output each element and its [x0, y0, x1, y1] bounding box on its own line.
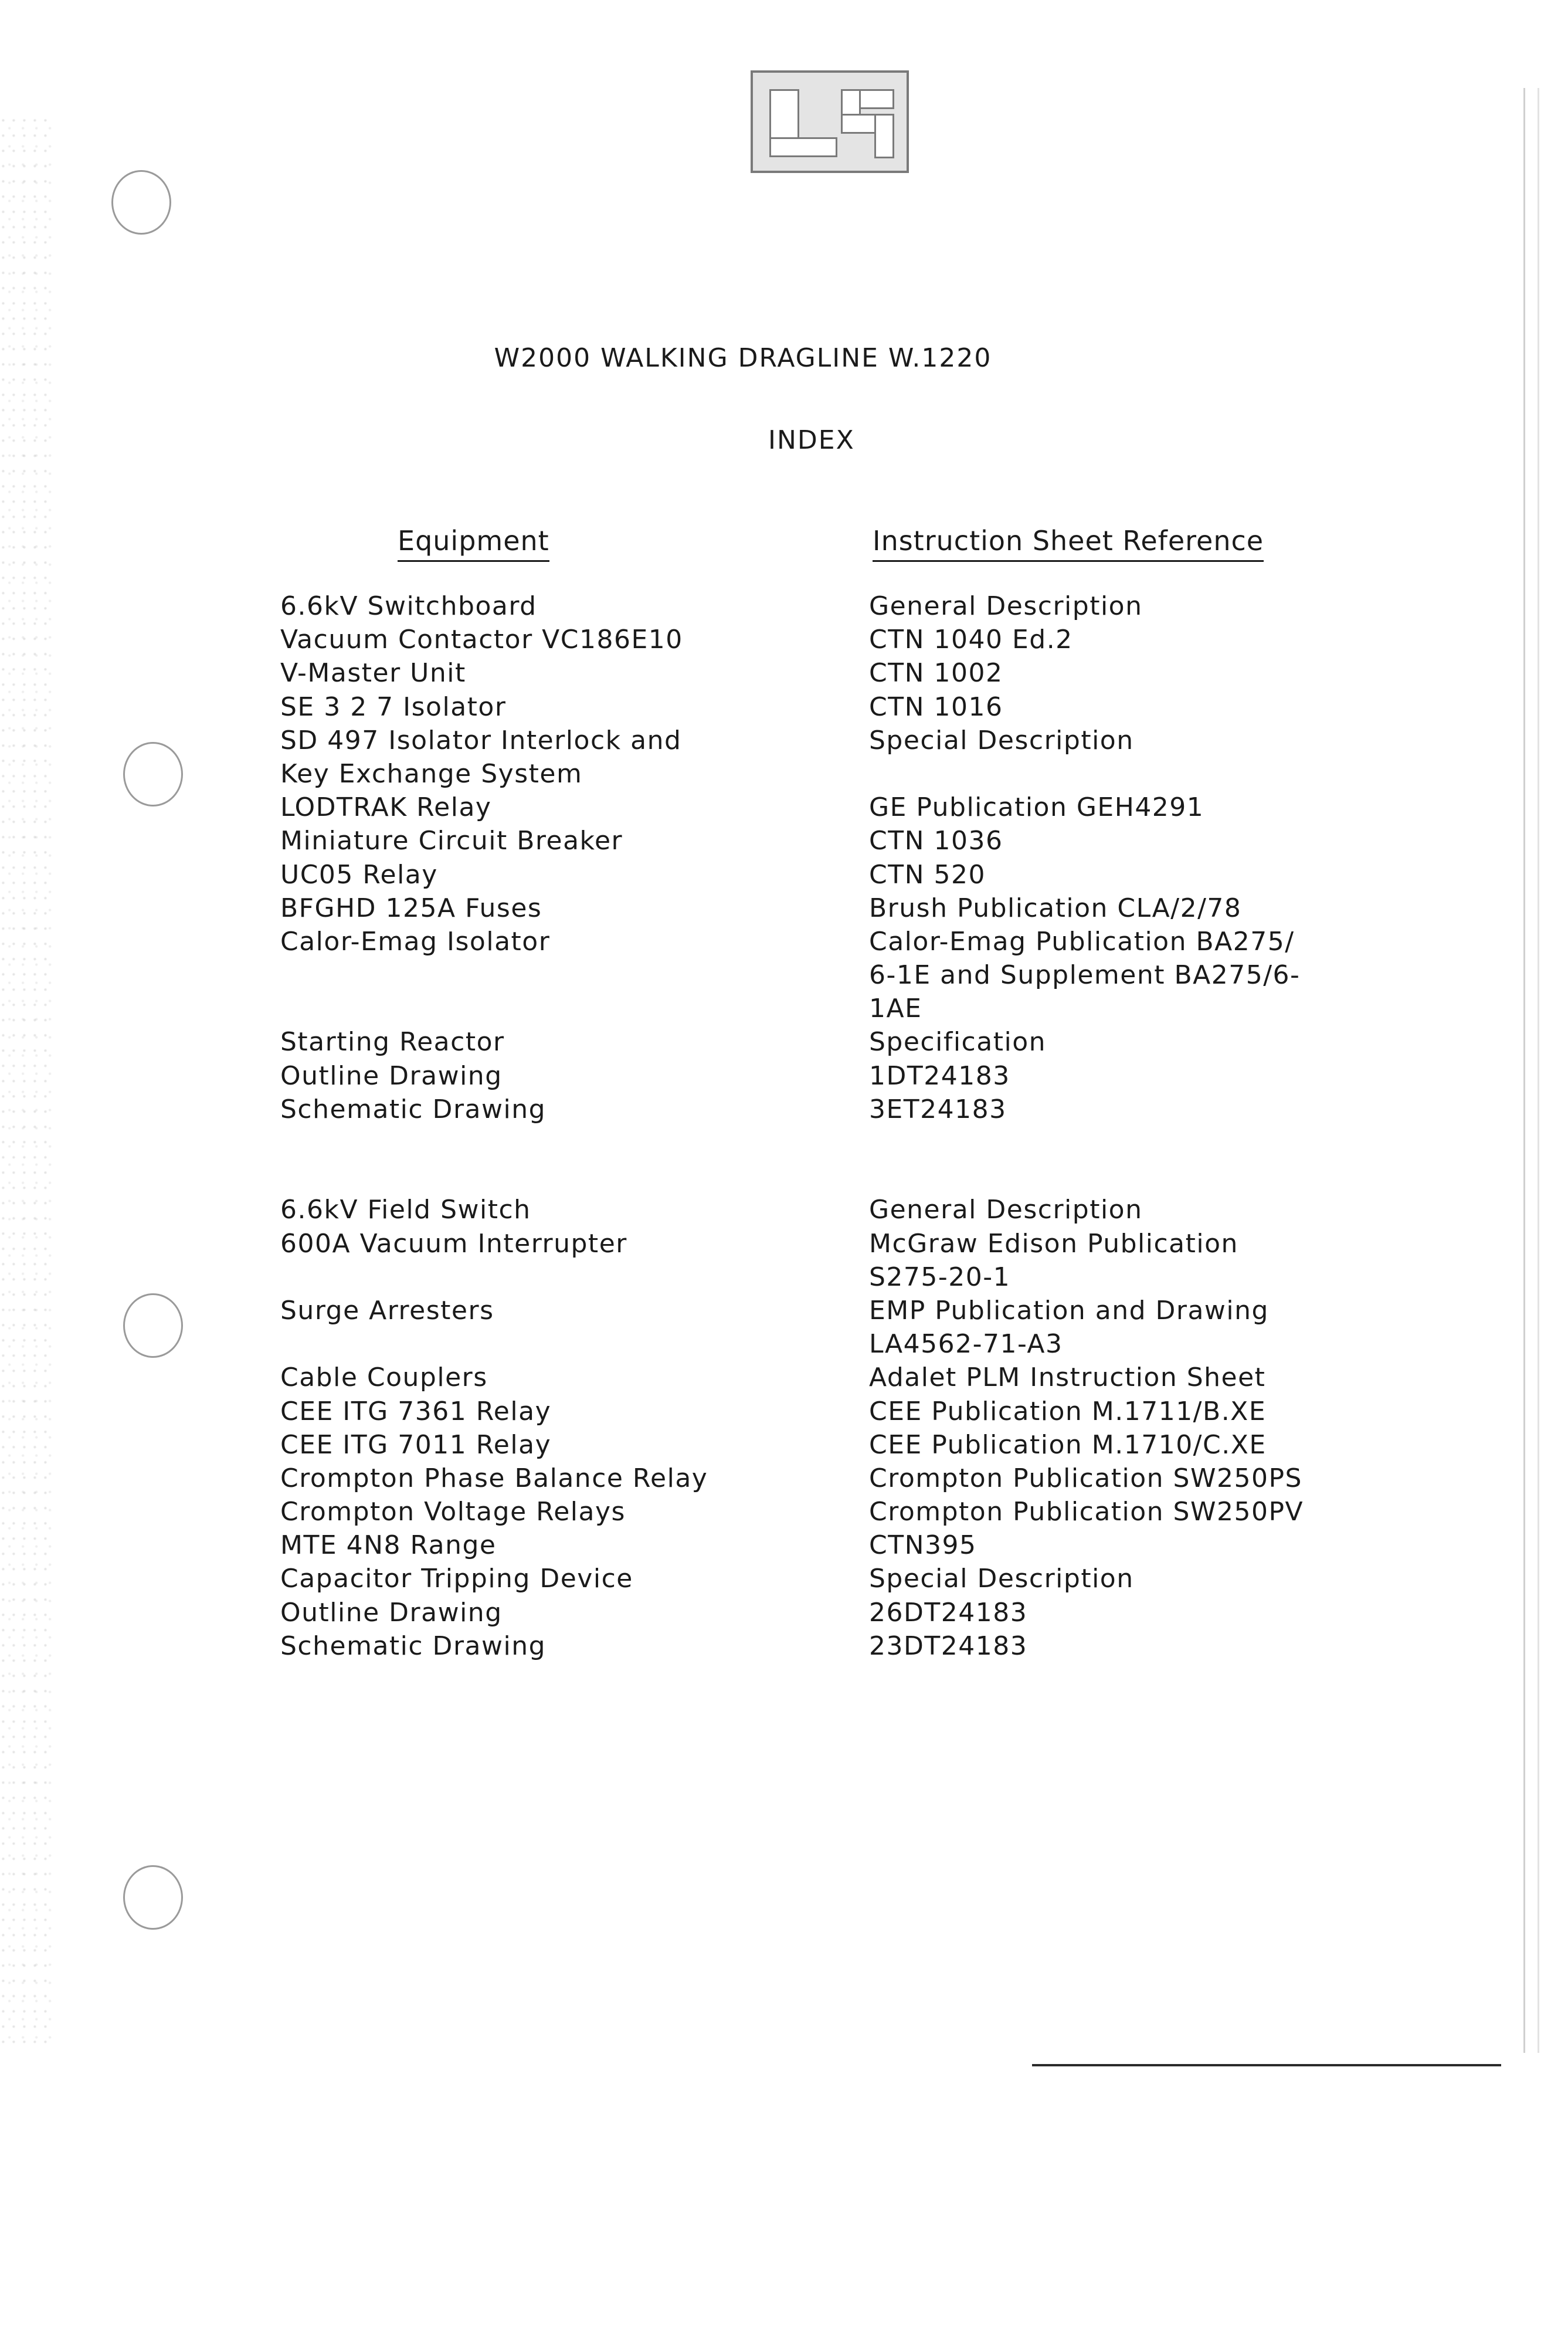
- equipment-item: Crompton Phase Balance Relay: [280, 1463, 708, 1493]
- equipment-item: [280, 1160, 708, 1193]
- scan-edge-speckle: [0, 117, 53, 2053]
- reference-column-heading: Instruction Sheet Reference: [873, 525, 1264, 562]
- reference-item: General Description: [869, 1195, 1143, 1225]
- binder-hole-2: [123, 742, 183, 806]
- equipment-item: Capacitor Tripping Device: [280, 1564, 633, 1594]
- reference-item: CTN 1036: [869, 826, 1003, 856]
- reference-item: Specification: [869, 1027, 1046, 1058]
- reference-item: 1DT24183: [869, 1060, 1010, 1091]
- equipment-item: Schematic Drawing: [280, 1094, 547, 1124]
- company-logo: [751, 70, 909, 173]
- binder-hole-1: [111, 170, 171, 235]
- equipment-item: Starting Reactor: [280, 1027, 505, 1058]
- equipment-item: 600A Vacuum Interrupter: [280, 1228, 627, 1259]
- equipment-item: [280, 992, 708, 1025]
- equipment-item: Calor-Emag Isolator: [280, 926, 551, 957]
- reference-item: [869, 1160, 1304, 1193]
- equipment-item: CEE ITG 7361 Relay: [280, 1396, 552, 1426]
- equipment-item: MTE 4N8 Range: [280, 1530, 497, 1561]
- footer-rule: [1032, 2064, 1501, 2066]
- binder-hole-3: [123, 1293, 183, 1358]
- reference-item: GE Publication GEH4291: [869, 792, 1204, 823]
- reference-item: Crompton Publication SW250PS: [869, 1463, 1302, 1493]
- reference-item: 23DT24183: [869, 1631, 1028, 1661]
- equipment-item: [280, 1260, 708, 1294]
- reference-item: 6-1E and Supplement BA275/6-: [869, 960, 1301, 991]
- scan-edge-line: [1538, 88, 1539, 2053]
- reference-item: CTN 1002: [869, 658, 1003, 689]
- equipment-item: BFGHD 125A Fuses: [280, 893, 542, 923]
- equipment-item: Miniature Circuit Breaker: [280, 826, 623, 856]
- equipment-item: [280, 1327, 708, 1361]
- equipment-item: 6.6kV Switchboard: [280, 591, 537, 621]
- equipment-item: Cable Couplers: [280, 1363, 488, 1393]
- reference-item: LA4562-71-A3: [869, 1329, 1063, 1360]
- reference-item: Special Description: [869, 725, 1134, 755]
- reference-item: S275-20-1: [869, 1262, 1011, 1292]
- reference-item: General Description: [869, 591, 1143, 621]
- reference-item: 26DT24183: [869, 1597, 1028, 1628]
- index-heading: INDEX: [768, 425, 855, 455]
- equipment-item: [280, 958, 708, 992]
- reference-item: EMP Publication and Drawing: [869, 1295, 1269, 1326]
- equipment-item: SD 497 Isolator Interlock and: [280, 725, 682, 755]
- equipment-item: [280, 1126, 708, 1160]
- equipment-item: Key Exchange System: [280, 758, 583, 789]
- equipment-item: Outline Drawing: [280, 1060, 503, 1091]
- equipment-column-heading: Equipment: [398, 525, 549, 562]
- reference-item: 1AE: [869, 994, 922, 1024]
- reference-item: Brush Publication CLA/2/78: [869, 893, 1242, 923]
- reference-item: CTN 1040 Ed.2: [869, 625, 1073, 655]
- reference-item: McGraw Edison Publication: [869, 1228, 1238, 1259]
- equipment-item: 6.6kV Field Switch: [280, 1195, 531, 1225]
- reference-item: [869, 757, 1304, 791]
- binder-hole-4: [123, 1865, 183, 1930]
- equipment-item: Surge Arresters: [280, 1295, 494, 1326]
- reference-item: CTN395: [869, 1530, 977, 1561]
- equipment-item: LODTRAK Relay: [280, 792, 492, 823]
- reference-item: Special Description: [869, 1564, 1134, 1594]
- reference-item: 3ET24183: [869, 1094, 1007, 1124]
- equipment-item: Crompton Voltage Relays: [280, 1497, 626, 1527]
- reference-list: [869, 589, 1304, 1663]
- equipment-list: [280, 589, 708, 1663]
- document-title: W2000 WALKING DRAGLINE W.1220: [494, 343, 992, 373]
- equipment-item: Vacuum Contactor VC186E10: [280, 625, 683, 655]
- reference-item: CEE Publication M.1711/B.XE: [869, 1396, 1267, 1426]
- reference-item: Calor-Emag Publication BA275/: [869, 926, 1295, 957]
- equipment-item: Schematic Drawing: [280, 1631, 547, 1661]
- reference-item: CEE Publication M.1710/C.XE: [869, 1429, 1267, 1460]
- reference-item: Crompton Publication SW250PV: [869, 1497, 1304, 1527]
- equipment-item: V-Master Unit: [280, 658, 466, 689]
- scan-edge-line: [1523, 88, 1525, 2053]
- equipment-item: CEE ITG 7011 Relay: [280, 1429, 552, 1460]
- equipment-item: UC05 Relay: [280, 859, 438, 890]
- reference-item: CTN 520: [869, 859, 986, 890]
- equipment-item: Outline Drawing: [280, 1597, 503, 1628]
- reference-item: Adalet PLM Instruction Sheet: [869, 1363, 1266, 1393]
- reference-item: CTN 1016: [869, 692, 1003, 722]
- reference-item: [869, 1126, 1304, 1160]
- equipment-item: SE 3 2 7 Isolator: [280, 692, 507, 722]
